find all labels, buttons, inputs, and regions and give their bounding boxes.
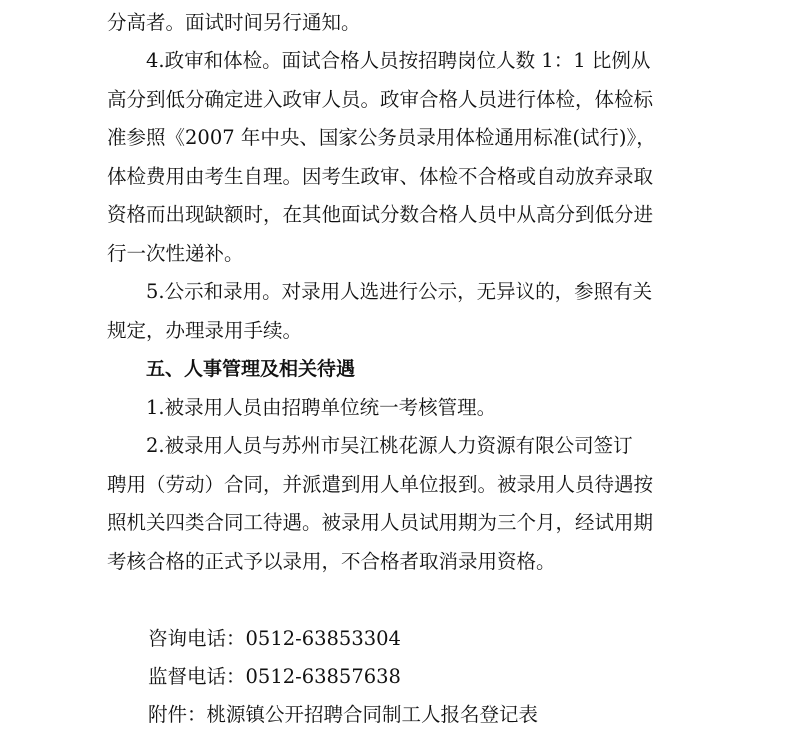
section-heading: 五、人事管理及相关待遇 <box>146 358 356 380</box>
supervision-phone: 监督电话：0512-63857638 <box>148 665 401 688</box>
paragraph-line: 聘用（劳动）合同，并派遣到用人单位报到。被录用人员待遇按 <box>107 473 654 496</box>
paragraph-line: 5.公示和录用。对录用人选进行公示，无异议的，参照有关 <box>146 280 653 303</box>
paragraph-line: 照机关四类合同工待遇。被录用人员试用期为三个月，经试用期 <box>107 511 654 534</box>
attachment-line: 附件：桃源镇公开招聘合同制工人报名登记表 <box>148 703 539 726</box>
paragraph-line: 分高者。面试时间另行通知。 <box>107 11 361 34</box>
paragraph-line: 1.被录用人员由招聘单位统一考核管理。 <box>146 396 497 419</box>
paragraph-line: 2.被录用人员与苏州市吴江桃花源人力资源有限公司签订 <box>146 434 633 457</box>
paragraph-line: 准参照《2007 年中央、国家公务员录用体检通用标准(试行)》， <box>107 126 656 149</box>
consult-phone: 咨询电话：0512-63853304 <box>148 627 401 650</box>
paragraph-line: 高分到低分确定进入政审人员。政审合格人员进行体检，体检标 <box>107 88 654 111</box>
paragraph-line: 考核合格的正式予以录用，不合格者取消录用资格。 <box>107 550 556 573</box>
paragraph-line: 资格而出现缺额时，在其他面试分数合格人员中从高分到低分进 <box>107 203 654 226</box>
paragraph-line: 规定，办理录用手续。 <box>107 319 303 342</box>
paragraph-line: 4.政审和体检。面试合格人员按招聘岗位人数 1：1 比例从 <box>146 49 651 72</box>
paragraph-line: 体检费用由考生自理。因考生政审、体检不合格或自动放弃录取 <box>107 165 654 188</box>
paragraph-line: 行一次性递补。 <box>107 242 244 265</box>
